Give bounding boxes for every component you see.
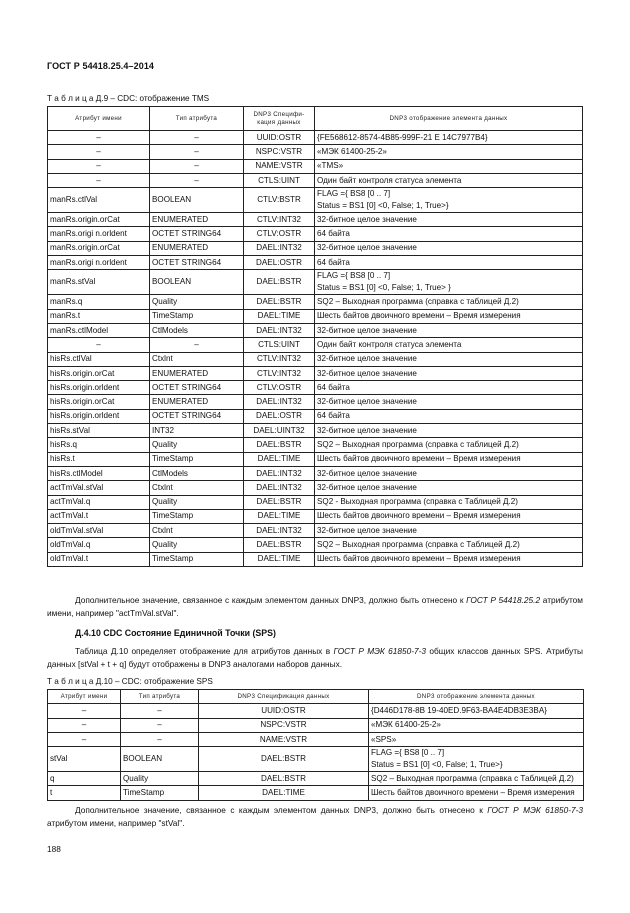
table-cell: 32-битное целое значение xyxy=(315,395,583,409)
table-row xyxy=(48,227,583,241)
table-cell: manRs.origi n.orldent xyxy=(48,227,150,241)
table-cell: TimeStamp xyxy=(150,452,244,466)
table-cell: – xyxy=(48,718,121,732)
table-cell: manRs.origin.orCat xyxy=(48,213,150,227)
table-cell: UUID:OSTR xyxy=(199,704,369,718)
table-cell: «SPS» xyxy=(369,732,584,746)
table-row xyxy=(48,509,583,523)
table-cell: manRs.origi n.orldent xyxy=(48,256,150,270)
table-cell: DAEL:OSTR xyxy=(244,256,315,270)
table-cell: DAEL:BSTR xyxy=(244,270,315,295)
table-cell: Quality xyxy=(150,295,244,309)
table-cell: Quality xyxy=(150,438,244,452)
table-cell: «МЭК 61400-25-2» xyxy=(315,145,583,159)
table-cell: CTLV:INT32 xyxy=(244,213,315,227)
table-row xyxy=(48,241,583,255)
table-cell: – xyxy=(150,173,244,187)
table-cell: – xyxy=(150,131,244,145)
table-cell: manRs.origin.orCat xyxy=(48,241,150,255)
table-row xyxy=(48,552,583,566)
column-header: DNP3 Спецификация данных xyxy=(199,690,369,704)
table-cell: manRs.t xyxy=(48,309,150,323)
table-row xyxy=(48,173,583,187)
table-cell: Шесть байтов двоичного времени – Время измерения xyxy=(315,509,583,523)
table-cell: Шесть байтов двоичного времени – Время измерения xyxy=(315,552,583,566)
table-cell: hisRs.t xyxy=(48,452,150,466)
table-cell: Ctxlnt xyxy=(150,524,244,538)
table-row xyxy=(48,524,583,538)
table-cell: 32-битное целое значение xyxy=(315,352,583,366)
table-cell: CTLV:OSTR xyxy=(244,227,315,241)
table-row xyxy=(48,481,583,495)
table-cell: hisRs.origin.orCat xyxy=(48,366,150,380)
table-cell: – xyxy=(121,704,199,718)
table-cell: SQ2 – Выходная программа (справка с таблицей Д.2) xyxy=(315,438,583,452)
table-cell: hisRs.origin.orCat xyxy=(48,395,150,409)
table-cell: 64 байта xyxy=(315,409,583,423)
table-cell: Quality xyxy=(121,772,199,786)
table-cell: Ctxlnt xyxy=(150,481,244,495)
table-cell: DAEL:TIME xyxy=(199,786,369,800)
table-row xyxy=(48,772,584,786)
table-cell: actTmVal.stVal xyxy=(48,481,150,495)
table-cell: oldTmVal.t xyxy=(48,552,150,566)
table-cell: DAEL:BSTR xyxy=(199,747,369,772)
table-row xyxy=(48,438,583,452)
table-cell: 32-битное целое значение xyxy=(315,481,583,495)
column-header: DNP3 отображение элемента данных xyxy=(315,107,583,131)
table-cell: DAEL:BSTR xyxy=(244,438,315,452)
table-cell: TimeStamp xyxy=(150,509,244,523)
table-cell: SQ2 - Выходная программа (справка с Таблицей Д.2) xyxy=(315,495,583,509)
paragraph-sps-intro: Таблица Д.10 определяет отображение для атрибутов данных в ГОСТ Р МЭК 61850-7-3 общих классов данных SPS. Атрибуты данных [stVal + t + q] будут отображены в DNP3 аналогами наборов данных. xyxy=(47,646,583,669)
table-cell: hisRs.ctlModel xyxy=(48,466,150,480)
table-cell: 64 байта xyxy=(315,227,583,241)
table-cell: FLAG ={ BS8 [0 .. 7] Status = BS1 [0] <0, False; 1, True>} xyxy=(369,747,584,772)
table-cell: SQ2 – Выходная программа (справка с Таблицей Д.2) xyxy=(369,772,584,786)
table-row xyxy=(48,309,583,323)
table-cell: TimeStamp xyxy=(150,309,244,323)
table-row xyxy=(48,718,584,732)
table-cell: SQ2 – Выходная программа (справка с таблицей Д.2) xyxy=(315,295,583,309)
table-cell: «TMS» xyxy=(315,159,583,173)
table-cell: DAEL:INT32 xyxy=(244,323,315,337)
table-cell: DAEL:TIME xyxy=(244,309,315,323)
table-cell: ENUMERATED xyxy=(150,366,244,380)
table-row xyxy=(48,295,583,309)
table-cell: – xyxy=(48,338,150,352)
table-cell: OCTET STRING64 xyxy=(150,256,244,270)
column-header: Тип атрибута xyxy=(121,690,199,704)
table-cell: NAME:VSTR xyxy=(244,159,315,173)
table-cell: – xyxy=(48,145,150,159)
table10-caption: Т а б л и ц а Д.10 – CDC: отображение SPS xyxy=(47,677,213,686)
table-cell: SQ2 – Выходная программа (справка с Таблицей Д.2) xyxy=(315,538,583,552)
table-cell: – xyxy=(48,704,121,718)
table-cell: – xyxy=(48,131,150,145)
table-cell: BOOLEAN xyxy=(150,188,244,213)
table-cell: CTLV:INT32 xyxy=(244,366,315,380)
table-cell: ENUMERATED xyxy=(150,395,244,409)
table-cell: OCTET STRING64 xyxy=(150,227,244,241)
table9-caption: Т а б л и ц а Д.9 – CDC: отображение TMS xyxy=(47,94,210,103)
table-cell: hisRs.q xyxy=(48,438,150,452)
table-cell: Один байт контроля статуса элемента xyxy=(315,173,583,187)
section-heading: Д.4.10 CDC Состояние Единичной Точки (SPS) xyxy=(75,628,276,638)
table-cell: hisRs.stVal xyxy=(48,424,150,438)
table-cell: ENUMERATED xyxy=(150,213,244,227)
table-cell: q xyxy=(48,772,121,786)
table-cell: 64 байта xyxy=(315,381,583,395)
table-cell: OCTET STRING64 xyxy=(150,409,244,423)
table-row xyxy=(48,466,583,480)
column-header: Тип атрибута xyxy=(150,107,244,131)
table-cell: DAEL:INT32 xyxy=(244,241,315,255)
table-cell: 32-битное целое значение xyxy=(315,524,583,538)
table-cell: NAME:VSTR xyxy=(199,732,369,746)
table-cell: – xyxy=(48,732,121,746)
table-cell: t xyxy=(48,786,121,800)
table-row xyxy=(48,452,583,466)
table-cell: 32-битное целое значение xyxy=(315,323,583,337)
table-cell: CTLS:UINT xyxy=(244,338,315,352)
standard-reference: ГОСТ Р 54418.25.2 xyxy=(466,595,541,605)
paragraph-note-tms: Дополнительное значение, связанное с каждым элементом данных DNP3, должно быть отнесено к ГОСТ Р 54418.25.2 атрибутом имени, например "actTmVal.stVal". xyxy=(47,595,583,618)
table-cell: 32-битное целое значение xyxy=(315,213,583,227)
table-cell: Шесть байтов двоичного времени – Время измерения xyxy=(315,452,583,466)
table-cell: actTmVal.t xyxy=(48,509,150,523)
table-cell: {D446D178-8B 19-40ED.9F63-BA4E4DB3E3BA} xyxy=(369,704,584,718)
table-row xyxy=(48,213,583,227)
table-cell: {FE568612-8574-4B85-999F-21 E 14C7977B4} xyxy=(315,131,583,145)
table-row xyxy=(48,131,583,145)
table-row xyxy=(48,323,583,337)
table-cell: – xyxy=(48,173,150,187)
table-cell: CtlModels xyxy=(150,323,244,337)
column-header: DNP3 отображение элемента данных xyxy=(369,690,584,704)
table-cell: hisRs.origin.orldent xyxy=(48,381,150,395)
table-cell: – xyxy=(121,718,199,732)
standard-reference: ГОСТ Р МЭК 61850-7-3 xyxy=(333,646,427,656)
table-cell: – xyxy=(121,732,199,746)
table-row xyxy=(48,732,584,746)
table-cell: manRs.ctlModel xyxy=(48,323,150,337)
table-cell: hisRs.ctlVal xyxy=(48,352,150,366)
table-cell: CTLV:BSTR xyxy=(244,188,315,213)
table-row xyxy=(48,786,584,800)
table-cell: NSPC:VSTR xyxy=(199,718,369,732)
document-header: ГОСТ Р 54418.25.4–2014 xyxy=(47,61,155,71)
table-row xyxy=(48,747,584,772)
table-row xyxy=(48,395,583,409)
table-cell: CTLS:UINT xyxy=(244,173,315,187)
table-cell: manRs.ctlVal xyxy=(48,188,150,213)
table-cell: 32-битное целое значение xyxy=(315,424,583,438)
table-row xyxy=(48,424,583,438)
table-row xyxy=(48,256,583,270)
column-header: DNP3 Специфи- кация данных xyxy=(244,107,315,131)
standard-reference: ГОСТ Р МЭК 61850-7-3 xyxy=(487,805,583,815)
table-cell: oldTmVal.q xyxy=(48,538,150,552)
table-row xyxy=(48,338,583,352)
table-cell: DAEL:INT32 xyxy=(244,524,315,538)
table-cell: – xyxy=(150,159,244,173)
table-row xyxy=(48,409,583,423)
table-cell: DAEL:INT32 xyxy=(244,395,315,409)
page-number: 188 xyxy=(47,844,61,854)
table-cell: DAEL:BSTR xyxy=(199,772,369,786)
table-row xyxy=(48,188,583,213)
table-cell: «МЭК 61400-25-2» xyxy=(369,718,584,732)
column-header: Атрибут имени xyxy=(48,690,121,704)
table-cell: actTmVal.q xyxy=(48,495,150,509)
table-cell: Шесть байтов двоичного времени – Время измерения xyxy=(315,309,583,323)
table-cell: DAEL:BSTR xyxy=(244,495,315,509)
table-cell: ENUMERATED xyxy=(150,241,244,255)
table-row xyxy=(48,495,583,509)
table-cell: – xyxy=(150,145,244,159)
table-cell: DAEL:INT32 xyxy=(244,466,315,480)
table-row xyxy=(48,270,583,295)
table-cell: INT32 xyxy=(150,424,244,438)
table-cell: DAEL:TIME xyxy=(244,452,315,466)
table-cell: CtlModels xyxy=(150,466,244,480)
table-cell: manRs.stVal xyxy=(48,270,150,295)
table-sps-mapping xyxy=(47,689,584,801)
table-cell: DAEL:BSTR xyxy=(244,538,315,552)
table-cell: hisRs.origin.orldent xyxy=(48,409,150,423)
table-cell: DAEL:INT32 xyxy=(244,481,315,495)
column-header: Атрибут имени xyxy=(48,107,150,131)
table-cell: BOOLEAN xyxy=(150,270,244,295)
table-cell: DAEL:TIME xyxy=(244,552,315,566)
table-cell: FLAG ={ BS8 [0 .. 7] Status = BS1 [0] <0, False; 1, True> } xyxy=(315,270,583,295)
table-cell: DAEL:TIME xyxy=(244,509,315,523)
table-cell: TimeStamp xyxy=(121,786,199,800)
table-cell: OCTET STRING64 xyxy=(150,381,244,395)
table-cell: Quality xyxy=(150,538,244,552)
table-cell: manRs.q xyxy=(48,295,150,309)
table-row xyxy=(48,366,583,380)
table-cell: Шесть байтов двоичного времени – Время измерения xyxy=(369,786,584,800)
table-row xyxy=(48,381,583,395)
table-row xyxy=(48,704,584,718)
table-row xyxy=(48,145,583,159)
table-cell: 32-битное целое значение xyxy=(315,466,583,480)
paragraph-note-sps: Дополнительное значение, связанное с каждым элементом данных DNP3, должно быть отнесено к ГОСТ Р МЭК 61850-7-3 атрибутом имени, например "stVal". xyxy=(47,805,583,828)
table-cell: 64 байта xyxy=(315,256,583,270)
table-row xyxy=(48,352,583,366)
table-cell: – xyxy=(48,159,150,173)
table-tms-mapping xyxy=(47,106,583,567)
table-cell: FLAG ={ BS8 [0 .. 7] Status = BS1 [0] <0, False; 1, True>} xyxy=(315,188,583,213)
table-row xyxy=(48,159,583,173)
table-cell: stVal xyxy=(48,747,121,772)
table-cell: DAEL:UINT32 xyxy=(244,424,315,438)
table-cell: Один байт контроля статуса элемента xyxy=(315,338,583,352)
table-cell: Ctxlnt xyxy=(150,352,244,366)
table-cell: oldTmVal.stVal xyxy=(48,524,150,538)
table-cell: CTLV:OSTR xyxy=(244,381,315,395)
table-cell: 32-битное целое значение xyxy=(315,241,583,255)
table-cell: NSPC:VSTR xyxy=(244,145,315,159)
table-cell: DAEL:BSTR xyxy=(244,295,315,309)
table-cell: DAEL:OSTR xyxy=(244,409,315,423)
table-row xyxy=(48,538,583,552)
table-cell: TimeStamp xyxy=(150,552,244,566)
table-cell: CTLV:INT32 xyxy=(244,352,315,366)
table-cell: – xyxy=(150,338,244,352)
table-cell: BOOLEAN xyxy=(121,747,199,772)
table-cell: UUID:OSTR xyxy=(244,131,315,145)
table-cell: 32-битное целое значение xyxy=(315,366,583,380)
table-cell: Quality xyxy=(150,495,244,509)
